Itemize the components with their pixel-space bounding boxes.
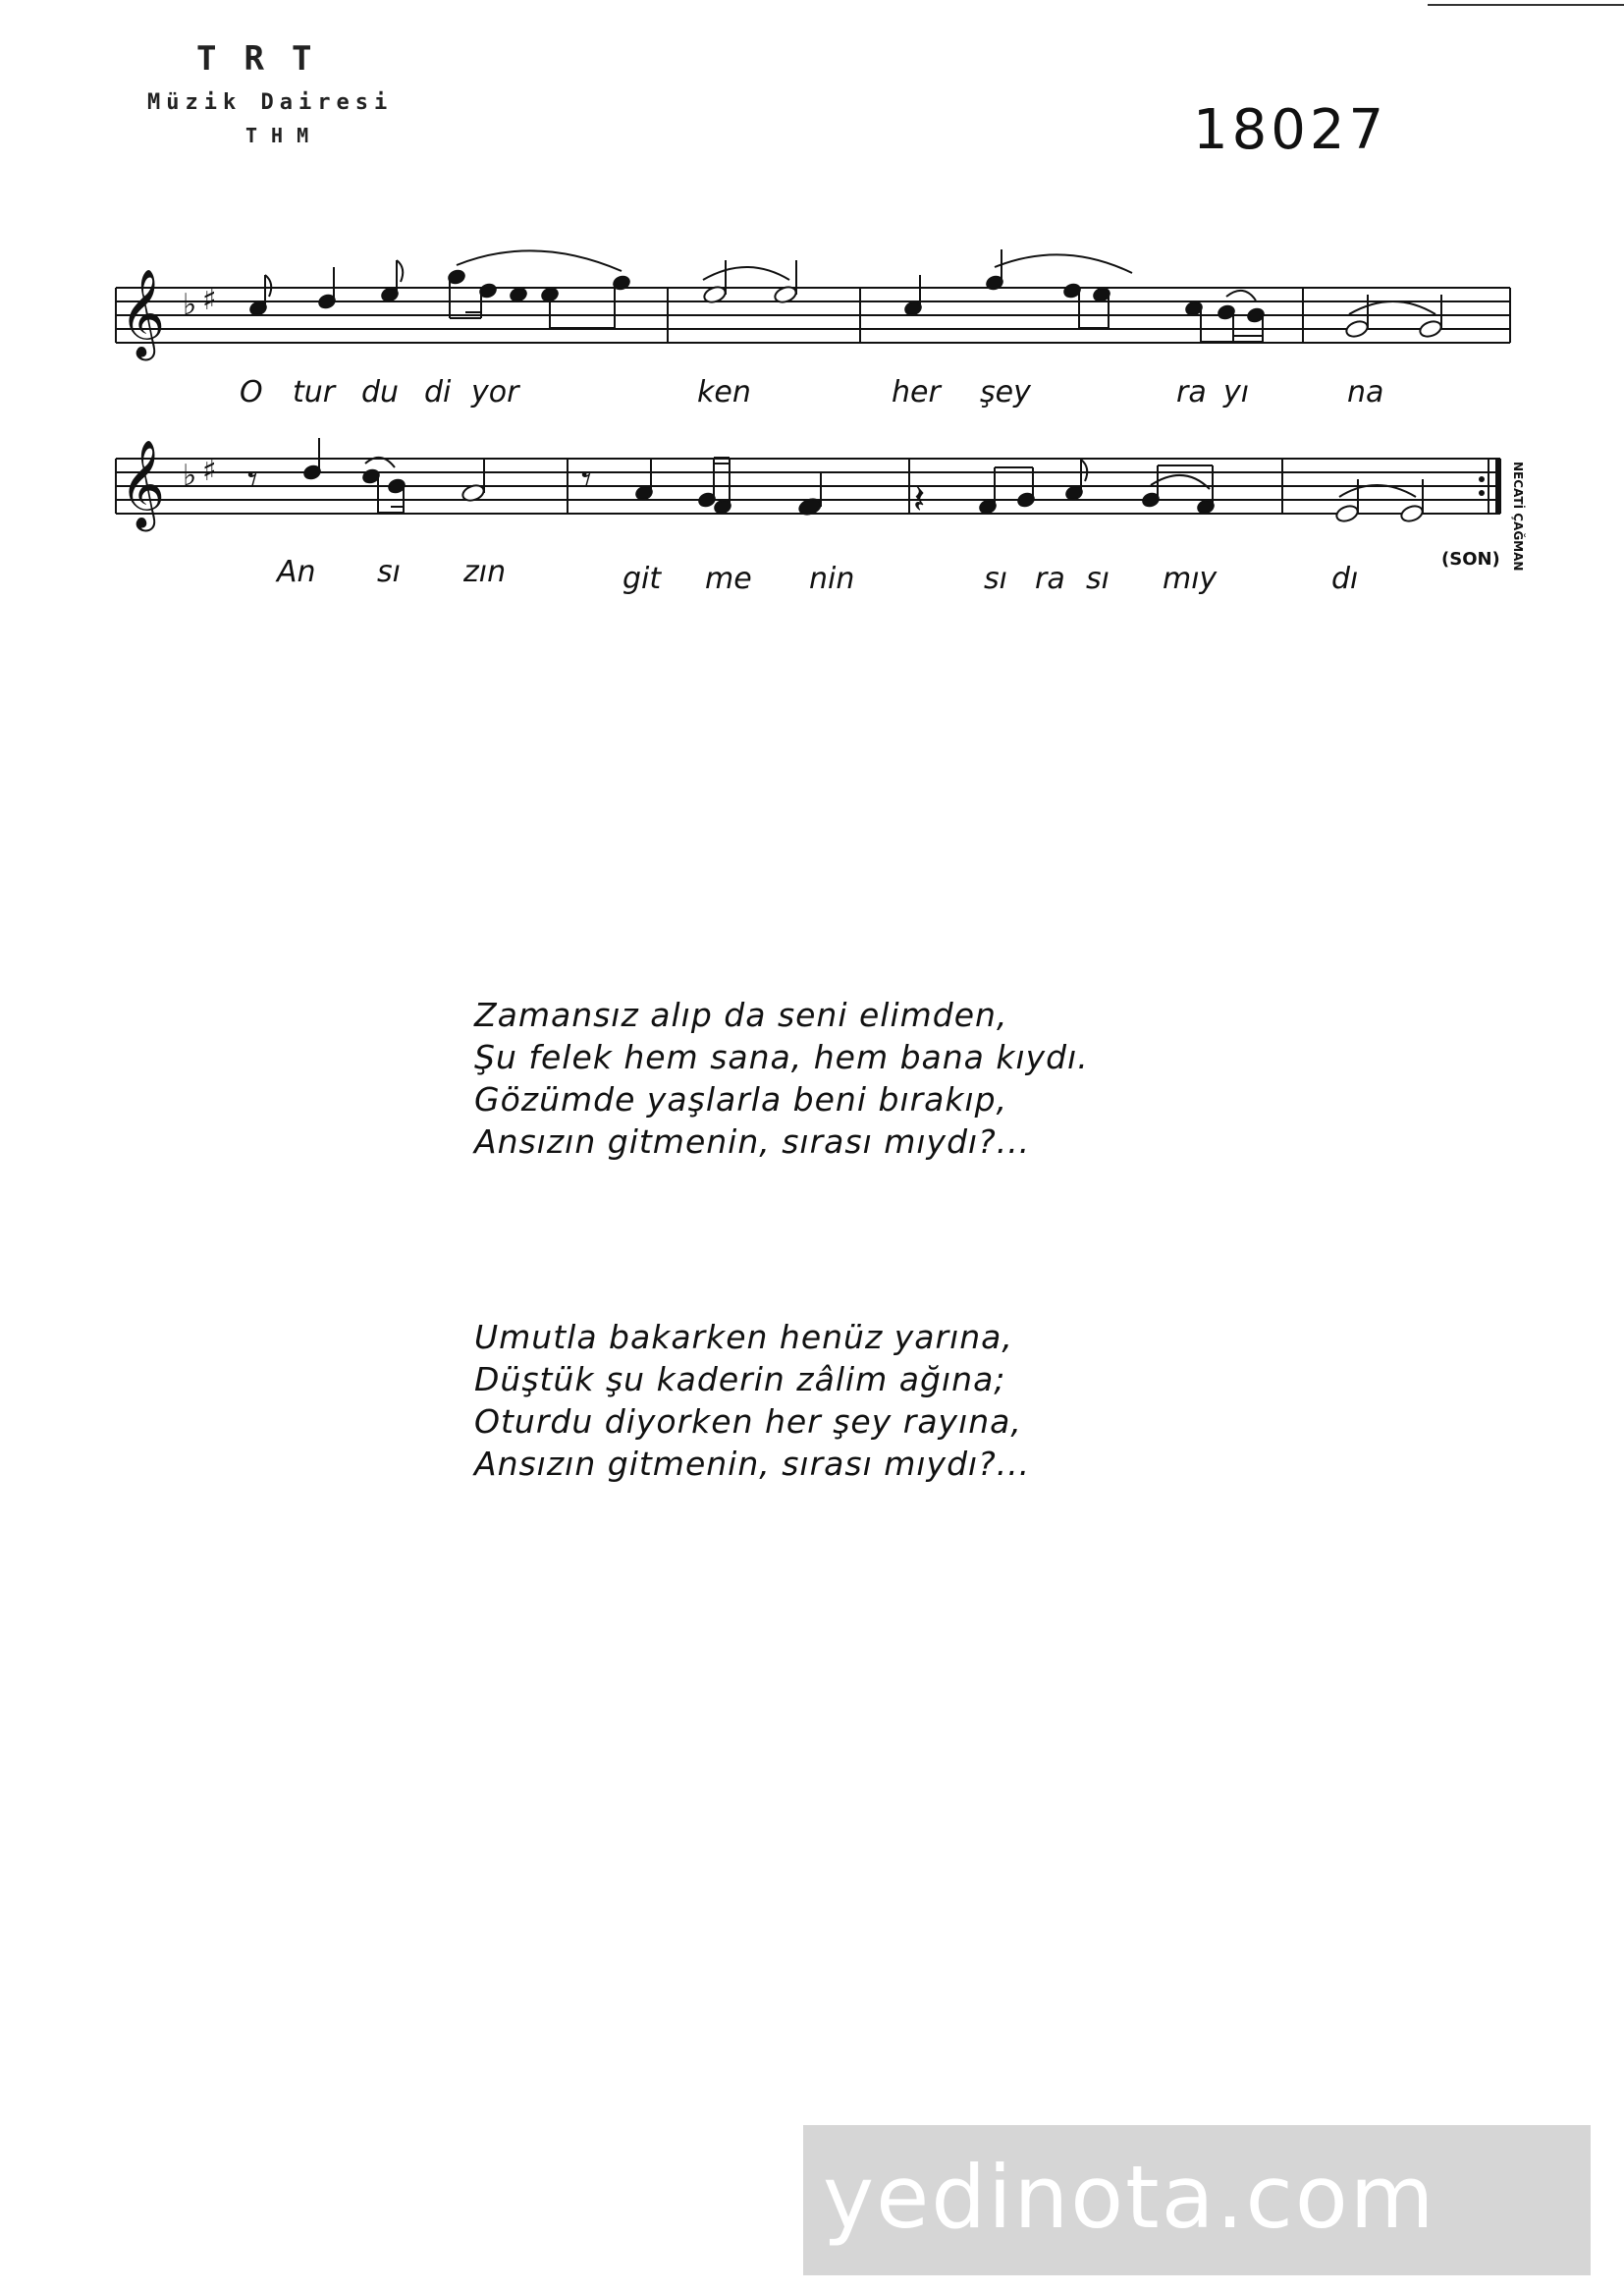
lyric-syllable: yor (471, 375, 519, 410)
verse-line: Ansızın gitmenin, sırası mıydı?... (474, 1445, 1031, 1483)
lyric-syllable: ra (1176, 375, 1207, 410)
svg-text:𝄾: 𝄾 (247, 458, 258, 503)
verse-line: Düştük şu kaderin zâlim ağına; (474, 1360, 1006, 1398)
verse-line: Ansızın gitmenin, sırası mıydı?... (474, 1122, 1031, 1161)
treble-clef-icon: 𝄞 (120, 440, 166, 528)
flat-sign-icon: ♭ (183, 288, 197, 322)
stamp-line-1: TRT (196, 39, 340, 79)
lyric-syllable: şey (980, 375, 1031, 410)
watermark (803, 2125, 1591, 2275)
stanza-2 (474, 1316, 1030, 1485)
lyric-syllable: ra (1035, 562, 1065, 596)
verse-line: Gözümde yaşlarla beni bırakıp, (474, 1080, 1008, 1119)
stamp-line-3: THM (245, 124, 323, 147)
lyric-syllable: mıy (1163, 562, 1218, 596)
lyric-syllable: na (1347, 375, 1384, 410)
lyric-syllable: O (240, 375, 263, 410)
svg-text:𝄽: 𝄽 (913, 477, 926, 522)
music-score (0, 0, 1624, 687)
lyric-syllable: her (892, 375, 941, 410)
notes-system-1 (248, 249, 1442, 342)
treble-clef-icon: 𝄞 (120, 269, 166, 357)
lyric-syllable: An (277, 555, 316, 589)
lyric-syllable: nin (809, 562, 855, 596)
sharp-sign-icon: ♯ (202, 283, 217, 317)
verse-line: Şu felek hem sana, hem bana kıydı. (474, 1038, 1089, 1076)
lyric-syllable: dı (1331, 562, 1359, 596)
lyrics-system-2 (275, 555, 1358, 596)
lyric-syllable: yı (1223, 375, 1250, 410)
lyric-syllable: sı (377, 555, 401, 589)
document-number: 18027 (1193, 98, 1388, 162)
watermark-text: yedinota.com (823, 2147, 1436, 2248)
composer-credit-vertical: NECATİ ÇAĞMAN (1511, 462, 1525, 572)
verse-line: Zamansız alıp da seni elimden, (474, 996, 1008, 1034)
lyric-syllable: me (705, 562, 752, 596)
stamp-line-2: Müzik Dairesi (147, 90, 394, 115)
lyric-syllable: git (623, 562, 662, 596)
verse-line: Oturdu diyorken her şey rayına, (474, 1402, 1022, 1441)
notes-system-2 (247, 438, 1425, 523)
lyric-syllable: du (361, 375, 400, 410)
lyric-syllable: di (424, 375, 452, 410)
lyric-syllable: ken (697, 375, 751, 410)
end-mark: (SON) (1441, 549, 1500, 570)
lyric-syllable: sı (984, 562, 1007, 596)
lyric-syllable: tur (293, 375, 336, 410)
stanza-1 (474, 994, 1089, 1163)
svg-text:𝄾: 𝄾 (581, 458, 592, 503)
lyric-syllable: sı (1086, 562, 1110, 596)
flat-sign-icon: ♭ (183, 459, 197, 493)
lyrics-system-1 (240, 375, 1383, 410)
lyric-syllable: zın (463, 555, 507, 589)
sharp-sign-icon: ♯ (202, 454, 217, 488)
verse-line: Umutla bakarken henüz yarına, (474, 1318, 1013, 1356)
